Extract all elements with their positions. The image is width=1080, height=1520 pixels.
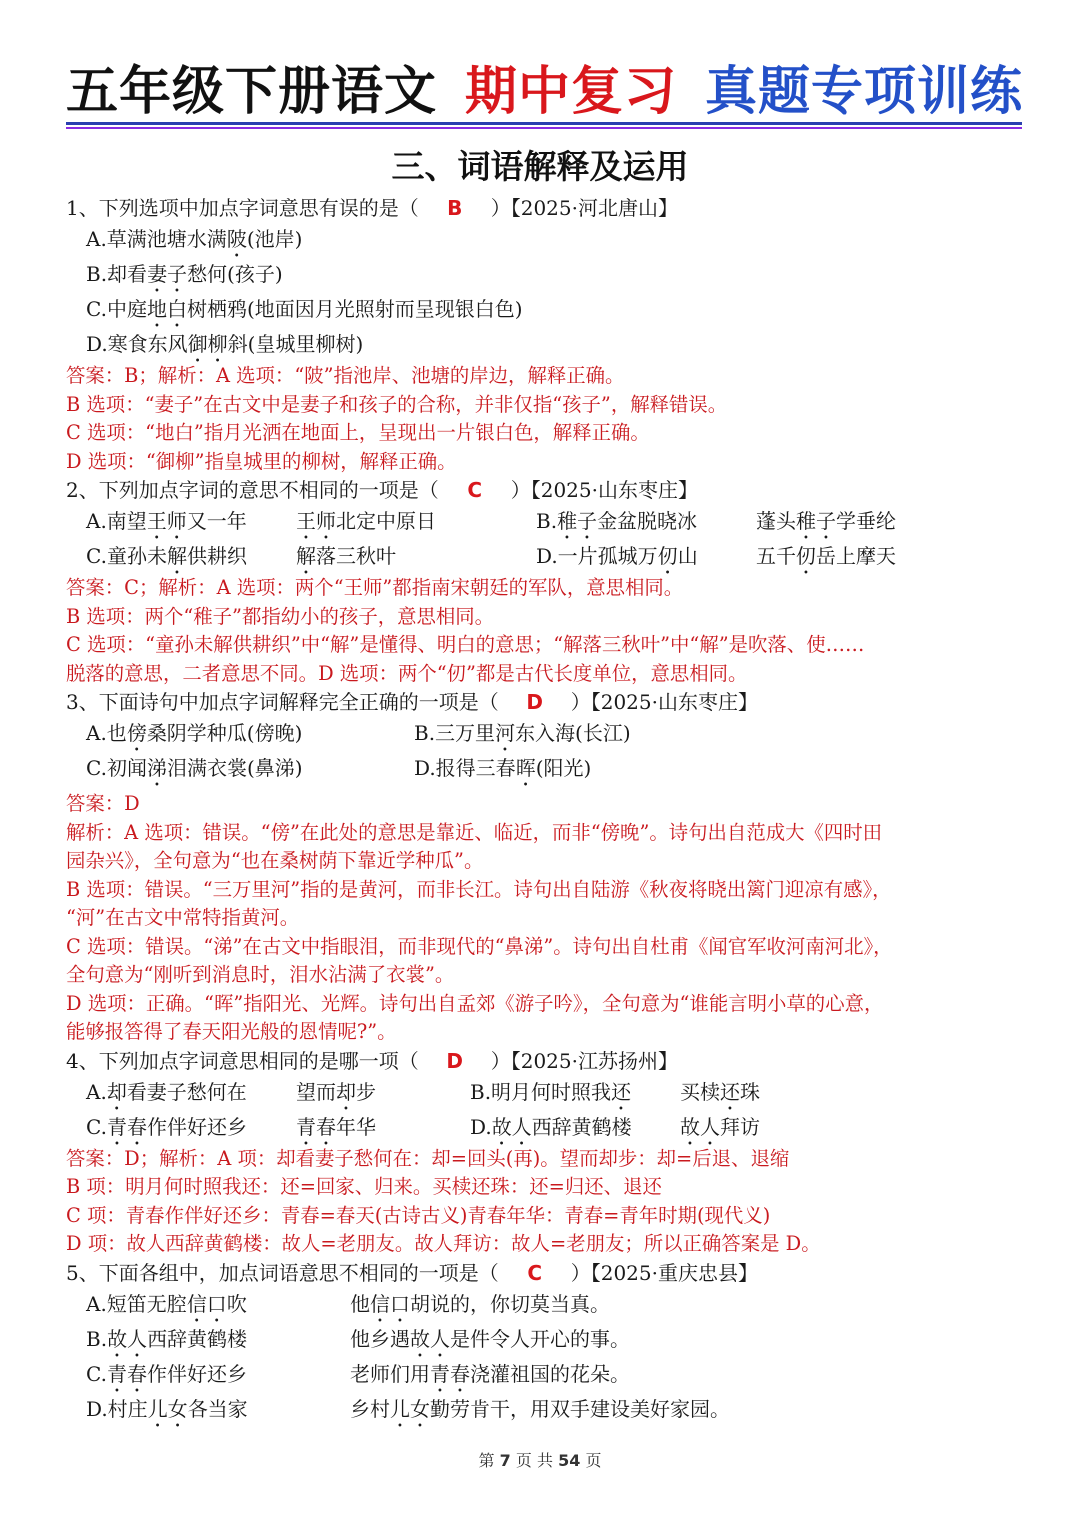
question-5-option-a: A.短笛无腔信口吹 他信口胡说的，你切莫当真。 [86,1291,610,1316]
question-5-option-d: D.村庄儿女各当家 乡村儿女勤劳肯干，用双手建设美好家园。 [86,1396,730,1421]
question-4-stem: 4、下列加点字词意思相同的是哪一项（ D ）【2025·江苏扬州】 [66,1048,678,1073]
question-2-explanation: 答案：C；解析：A 选项：两个“王师”都指南宋朝廷的军队，意思相同。 B 选项：两个“稚子”都指幼小的孩子，意思相同。 C 选项：“童孙未解供耕织”中“解”是懂得、明白的意思；“解落三秋叶”中“解”是吹落、使…… 脱落的意思，二者意思不同。D 选项：两个“仞”都是古代长度单位，意思相同。 [66,576,865,685]
question-4-answer: D [446,1048,464,1073]
question-3-options-row-1: A.也傍桑阴学种瓜(傍晚) B.三万里河东入海(长江) [86,721,631,745]
question-1-option-c: C.中庭地白树栖鸦(地面因月光照射而呈现银白色) [86,297,523,321]
question-5-option-b: B.故人西辞黄鹤楼 他乡遇故人是件令人开心的事。 [86,1326,630,1351]
question-3-explanation: 答案：D 解析：A 选项：错误。“傍”在此处的意思是靠近、临近，而非“傍晚”。诗句出自范成大《四时田 园杂兴》，全句意为“也在桑树荫下靠近学种瓜”。 B 选项：错误。“三万里河”指的是黄河，而非长江。诗句出自陆游《秋夜将晓出篱门迎凉有感》， “河”在古文中常特指黄河。 C 选项：错误。“涕”在古文中指眼泪，而非现代的“鼻涕”。诗句出自杜甫《闻官军收河南河北》， 全句意为“刚听到消息时，泪水沾满了衣裳”。 D 选项：正确。“晖”指阳光、光辉。诗句出自孟郊《游子吟》，全句意为“谁能言明小草的心意， 能够报答得了春天阳光般的恩情呢?”。 [66,792,893,1043]
section-title: 三、词语解释及运用 [391,147,689,186]
page-footer: 第 7 页 共 54 页 [478,1451,602,1470]
question-5-answer: C [527,1260,543,1285]
content [66,194,1026,1427]
current-page-number: 7 [499,1451,511,1470]
question-1-option-a: A.草满池塘水满陂(池岸) [86,227,303,251]
question-4-explanation: 答案：D；解析：A 项：却看妻子愁何在：却=回头(再)。望而却步：却=后退、退缩 B 项：明月何时照我还：还=回家、归来。买椟还珠：还=归还、退还 C 项：青春作伴好还乡：青春=春天(古诗古义)青春年华：青春=青年时期(现代义) D 项：故人西辞黄鹤楼：故人=老朋友。故人拜访：故人=老朋友；所以正确答案是 D。 [66,1146,821,1255]
question-2-stem: 2、下列加点字词的意思不相同的一项是（ C ）【2025·山东枣庄】 [66,478,698,502]
question-3-stem: 3、下面诗句中加点字词解释完全正确的一项是（ D ）【2025·山东枣庄】 [66,690,758,714]
question-3-answer: D [526,690,544,714]
question-3-options-row-2: C.初闻涕泪满衣裳(鼻涕) D.报得三春晖(阳光) [86,756,592,780]
question-4-options-row-1: A.却看妻子愁何在 望而却步 B.明月何时照我还 买椟还珠 [86,1079,760,1104]
question-2-options-row-1: A.南望王师又一年 王师北定中原日 B.稚子金盆脱晓冰 蓬头稚子学垂纶 [86,509,896,533]
question-1-answer: B [447,196,463,220]
question-4-options-row-2: C.青春作伴好还乡 青春年华 D.故人西辞黄鹤楼 故人拜访 [86,1114,760,1139]
question-1-stem: 1、下列选项中加点字词意思有误的是（ B ）【2025·河北唐山】 [66,196,678,220]
question-5-option-c: C.青春作伴好还乡 老师们用青春浇灌祖国的花朵。 [86,1361,630,1386]
question-2-options-row-2: C.童孙未解供耕织 解落三秋叶 D.一片孤城万仞山 五千仞岳上摩天 [86,544,896,568]
question-2-answer: C [467,478,483,502]
question-1-explanation: 答案：B；解析：A 选项：“陂”指池岸、池塘的岸边，解释正确。 B 选项：“妻子”在古文中是妻子和孩子的合称，并非仅指“孩子”，解释错误。 C 选项：“地白”指月光洒在地面上，呈现出一片银白色，解释正确。 D 选项：“御柳”指皇城里的柳树，解释正确。 [66,364,728,473]
header-grade-title: 五年级下册语文 [66,62,438,122]
header-midterm-title: 期中复习 [465,62,678,122]
question-1-option-b: B.却看妻子愁何(孩子) [86,262,283,286]
header-divider-accent [66,127,1022,129]
question-1-option-d: D.寒食东风御柳斜(皇城里柳树) [86,332,364,356]
header-divider [66,122,1022,125]
total-page-count: 54 [558,1451,581,1470]
page-header [66,60,1022,124]
question-5-stem: 5、下面各组中，加点词语意思不相同的一项是（ C ）【2025·重庆忠县】 [66,1260,758,1285]
header-training-title: 真题专项训练 [705,62,1024,122]
